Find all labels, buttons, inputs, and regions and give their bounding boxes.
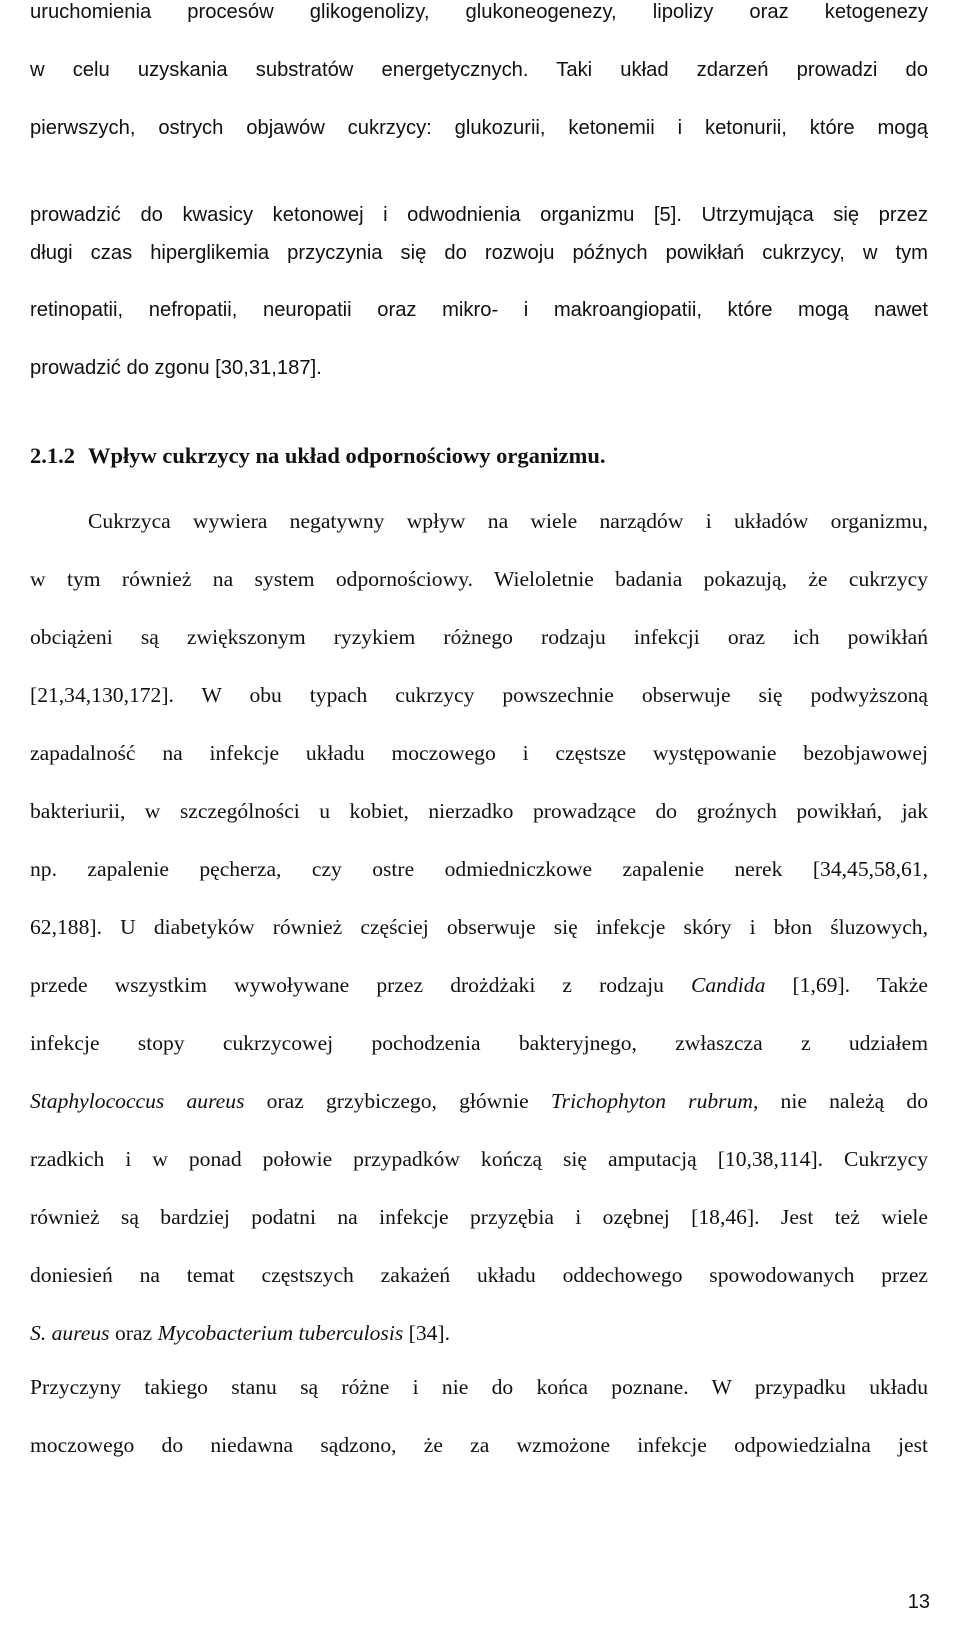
text-line: Cukrzyca wywiera negatywny wpływ na wiele narządów i układów organizmu, [88,509,928,533]
text-span: przede wszystkim wywoływane przez drożdżaki z rodzaju [30,973,664,997]
text-line: obciążeni są zwiększonym ryzykiem różnego rodzaju infekcji oraz ich powikłań [30,625,928,649]
section-number: 2.1.2 [30,443,75,468]
text-line: doniesień na temat częstszych zakażeń układu oddechowego spowodowanych przez [30,1263,928,1287]
text-line: 62,188]. U diabetyków również częściej obserwuje się infekcje skóry i błon śluzowych, [30,915,928,939]
text-line: uruchomienia procesów glikogenolizy, glukoneogenezy, lipolizy oraz ketogenezy [30,1,928,23]
text-line: prowadzić do zgonu [30,31,187]. [30,357,322,379]
text-line: pierwszych, ostrych objawów cukrzycy: glukozurii, ketonemii i ketonurii, które mogą [30,117,928,139]
italic-term: S. aureus [30,1321,110,1345]
text-line: [21,34,130,172]. W obu typach cukrzycy powszechnie obserwuje się podwyższoną [30,683,928,707]
text-line: długi czas hiperglikemia przyczynia się do rozwoju późnych powikłań cukrzycy, w tym [30,242,928,264]
text-line: moczowego do niedawna sądzono, że za wzmożone infekcje odpowiedzialna jest [30,1433,928,1457]
text-line: infekcje stopy cukrzycowej pochodzenia bakteryjnego, zwłaszcza z udziałem [30,1031,928,1055]
text-line: również są bardziej podatni na infekcje przyzębia i ozębnej [18,46]. Jest też wiele [30,1205,928,1229]
text-span: [34]. [408,1321,451,1345]
italic-term: Mycobacterium tuberculosis [157,1321,404,1345]
italic-term: Candida [690,973,766,997]
text-line: w tym również na system odpornościowy. Wieloletnie badania pokazują, że cukrzycy [30,567,928,591]
text-line: rzadkich i w ponad połowie przypadków kończą się amputacją [10,38,114]. Cukrzycy [30,1147,928,1171]
text-span: oraz [114,1321,153,1345]
text-line [30,1313,928,1353]
text-span: [1,69]. Także [792,973,928,997]
text-line: zapadalność na infekcje układu moczowego i częstsze występowanie bezobjawowej [30,741,928,765]
section-heading [30,436,606,476]
text-line: retinopatii, nefropatii, neuropatii oraz mikro- i makroangiopatii, które mogą nawet [30,299,928,321]
text-span: oraz grzybiczego, głównie [266,1089,529,1113]
text-line: prowadzić do kwasicy ketonowej i odwodnienia organizmu [5]. Utrzymująca się przez [30,204,928,226]
text-span: , nie należą do [752,1089,929,1113]
text-line: Przyczyny takiego stanu są różne i nie do końca poznane. W przypadku układu [30,1375,928,1399]
italic-term: Trichophyton rubrum [550,1089,753,1113]
text-line: w celu uzyskania substratów energetycznych. Taki układ zdarzeń prowadzi do [30,59,928,81]
section-title: Wpływ cukrzycy na układ odpornościowy organizmu. [88,443,606,468]
text-line [30,965,928,1005]
text-line [30,1081,928,1121]
italic-term: Staphylococcus aureus [30,1089,245,1113]
text-line: bakteriurii, w szczególności u kobiet, nierzadko prowadzące do groźnych powikłań, jak [30,799,928,823]
page-number: 13 [907,1591,930,1613]
text-line: np. zapalenie pęcherza, czy ostre odmiedniczkowe zapalenie nerek [34,45,58,61, [30,857,928,881]
